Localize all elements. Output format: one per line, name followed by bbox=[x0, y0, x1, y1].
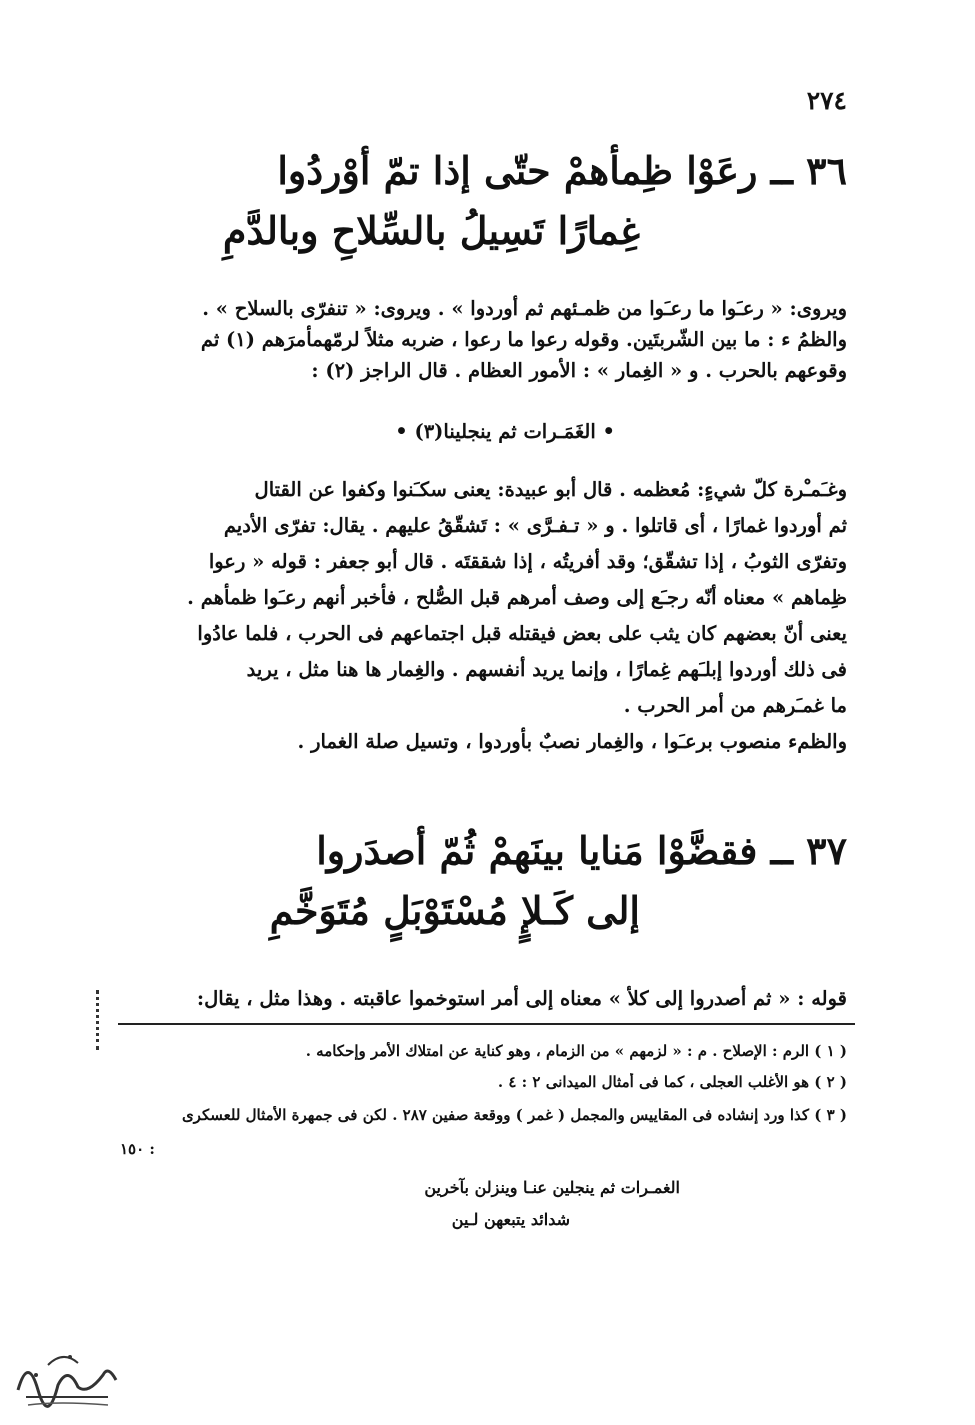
page-number: ٢٧٤ bbox=[806, 86, 847, 115]
commentary-line: يعنى أنّ بعضهم كان يثب على بعض فيقتله قبل اجتماعهم فى الحرب ، فلما عادُوا bbox=[197, 622, 847, 645]
commentary-paragraph-2 bbox=[120, 472, 847, 760]
footnote-1: ( ١ ) الرم : الإصلاح . م : « لزمهم » من الزمام ، وهو كناية عن امتلاك الأمر وإحكامه . bbox=[305, 1042, 847, 1060]
footnote-verse-line-1: الغمـرات ثم ينجلين عنـا وينزلن بآخرين bbox=[424, 1178, 680, 1197]
commentary-line: والظمء منصوب برعـَوا ، والغِمار نصبٌ بأوردوا ، وتسيل صلة الغمار . bbox=[297, 730, 847, 753]
verse-36-hemistich-1: ٣٦ ــ رعَوْا ظِمأهمْ حتّى إذا تمّ أوْردُوا bbox=[277, 148, 847, 193]
footnote-3-continuation: ١٥٠ : bbox=[120, 1140, 155, 1158]
commentary-paragraph-1 bbox=[120, 293, 847, 386]
commentary-line: وتفرّى الثوبُ ، إذا تشقّق؛ وقد أفريتُه ، إذا شققتَه . قال أبو جعفر : قوله « رعوا bbox=[208, 550, 847, 573]
footnote-2: ( ٢ ) هو الأغلب العجلى ، كما فى أمثال الميدانى ٢ : ٤ . bbox=[497, 1073, 847, 1091]
verse-37-hemistich-2: إلى كَـلإٍ مُسْتَوْبَلٍ مُتَوَخَّمِ bbox=[269, 888, 640, 933]
commentary-line: وقوعهم بالحرب . و « الغِمار » : الأمور العظام . قال الراجز (٢) : bbox=[311, 359, 847, 382]
verse-37-hemistich-1: ٣٧ ــ فقضَّوْا مَنايا بينَهمْ ثُمّ أصدَروا bbox=[316, 828, 847, 873]
commentary-line: ثم أوردوا غمارًا ، أى قاتلوا . و « تـفـرَّى » : تَشقّقُ عليهم . يقال: تفرّى الأديم bbox=[223, 514, 847, 537]
verse-36-hemistich-2: غِمارًا تَسِيلُ بالسِّلاحِ وبالدَّمِ bbox=[222, 208, 640, 253]
commentary-line: ظِماهم » معناه أنّه رجـَع إلى وصف أمرهم قبل الصُّلح ، فأخبر أنهم رعـَوا ظمأهم . bbox=[187, 586, 847, 609]
footnote-verse-line-2: شدائد يتبعهن لـين bbox=[451, 1210, 570, 1229]
calligraphy-stamp-logo bbox=[8, 1335, 123, 1415]
commentary-line: والظمُ ء : ما بين الشّربتَين. وقوله رعوا ما رعوا ، ضربه مثلاً لرمّهمأمرَهم (١) ثم bbox=[200, 328, 847, 351]
footnote-divider bbox=[118, 1023, 855, 1025]
commentary-line: فى ذلك أوردوا إبلـَهم غِمارًا ، وإنما يريد أنفسهم . والغِمار ها هنا مثل ، يريد bbox=[246, 658, 847, 681]
commentary-paragraph-3 bbox=[120, 983, 847, 1014]
commentary-line: قوله : « ثم أصدروا إلى كلأ » معناه إلى أمر استوخموا عاقبته . وهذا مثل ، يقال: bbox=[196, 987, 847, 1010]
commentary-line: ما غمـَرهم من أمر الحرب . bbox=[623, 694, 847, 717]
commentary-line: وغـَمـْرة كلّ شيءٍ: مُعظمه . قال أبو عبيدة: يعنى سكـَنوا وكفوا عن القتال bbox=[254, 478, 847, 501]
rajaz-quote: • الغَمَـرات ثم ينجلينا(٣) • bbox=[395, 420, 615, 443]
margin-dots bbox=[96, 990, 105, 1050]
footnote-3: ( ٣ ) كذا ورد إنشاده فى المقاييس والمجمل ( غمر ) ووقعة صفين ٢٨٧ . لكن فى جمهرة الأمثال للعسكرى bbox=[181, 1106, 847, 1124]
commentary-line: ويروى: « رعـَوا ما رعـَوا من ظمـئهم ثم أوردوا » . ويروى: « تنفرّى بالسلاح » . bbox=[202, 297, 847, 320]
